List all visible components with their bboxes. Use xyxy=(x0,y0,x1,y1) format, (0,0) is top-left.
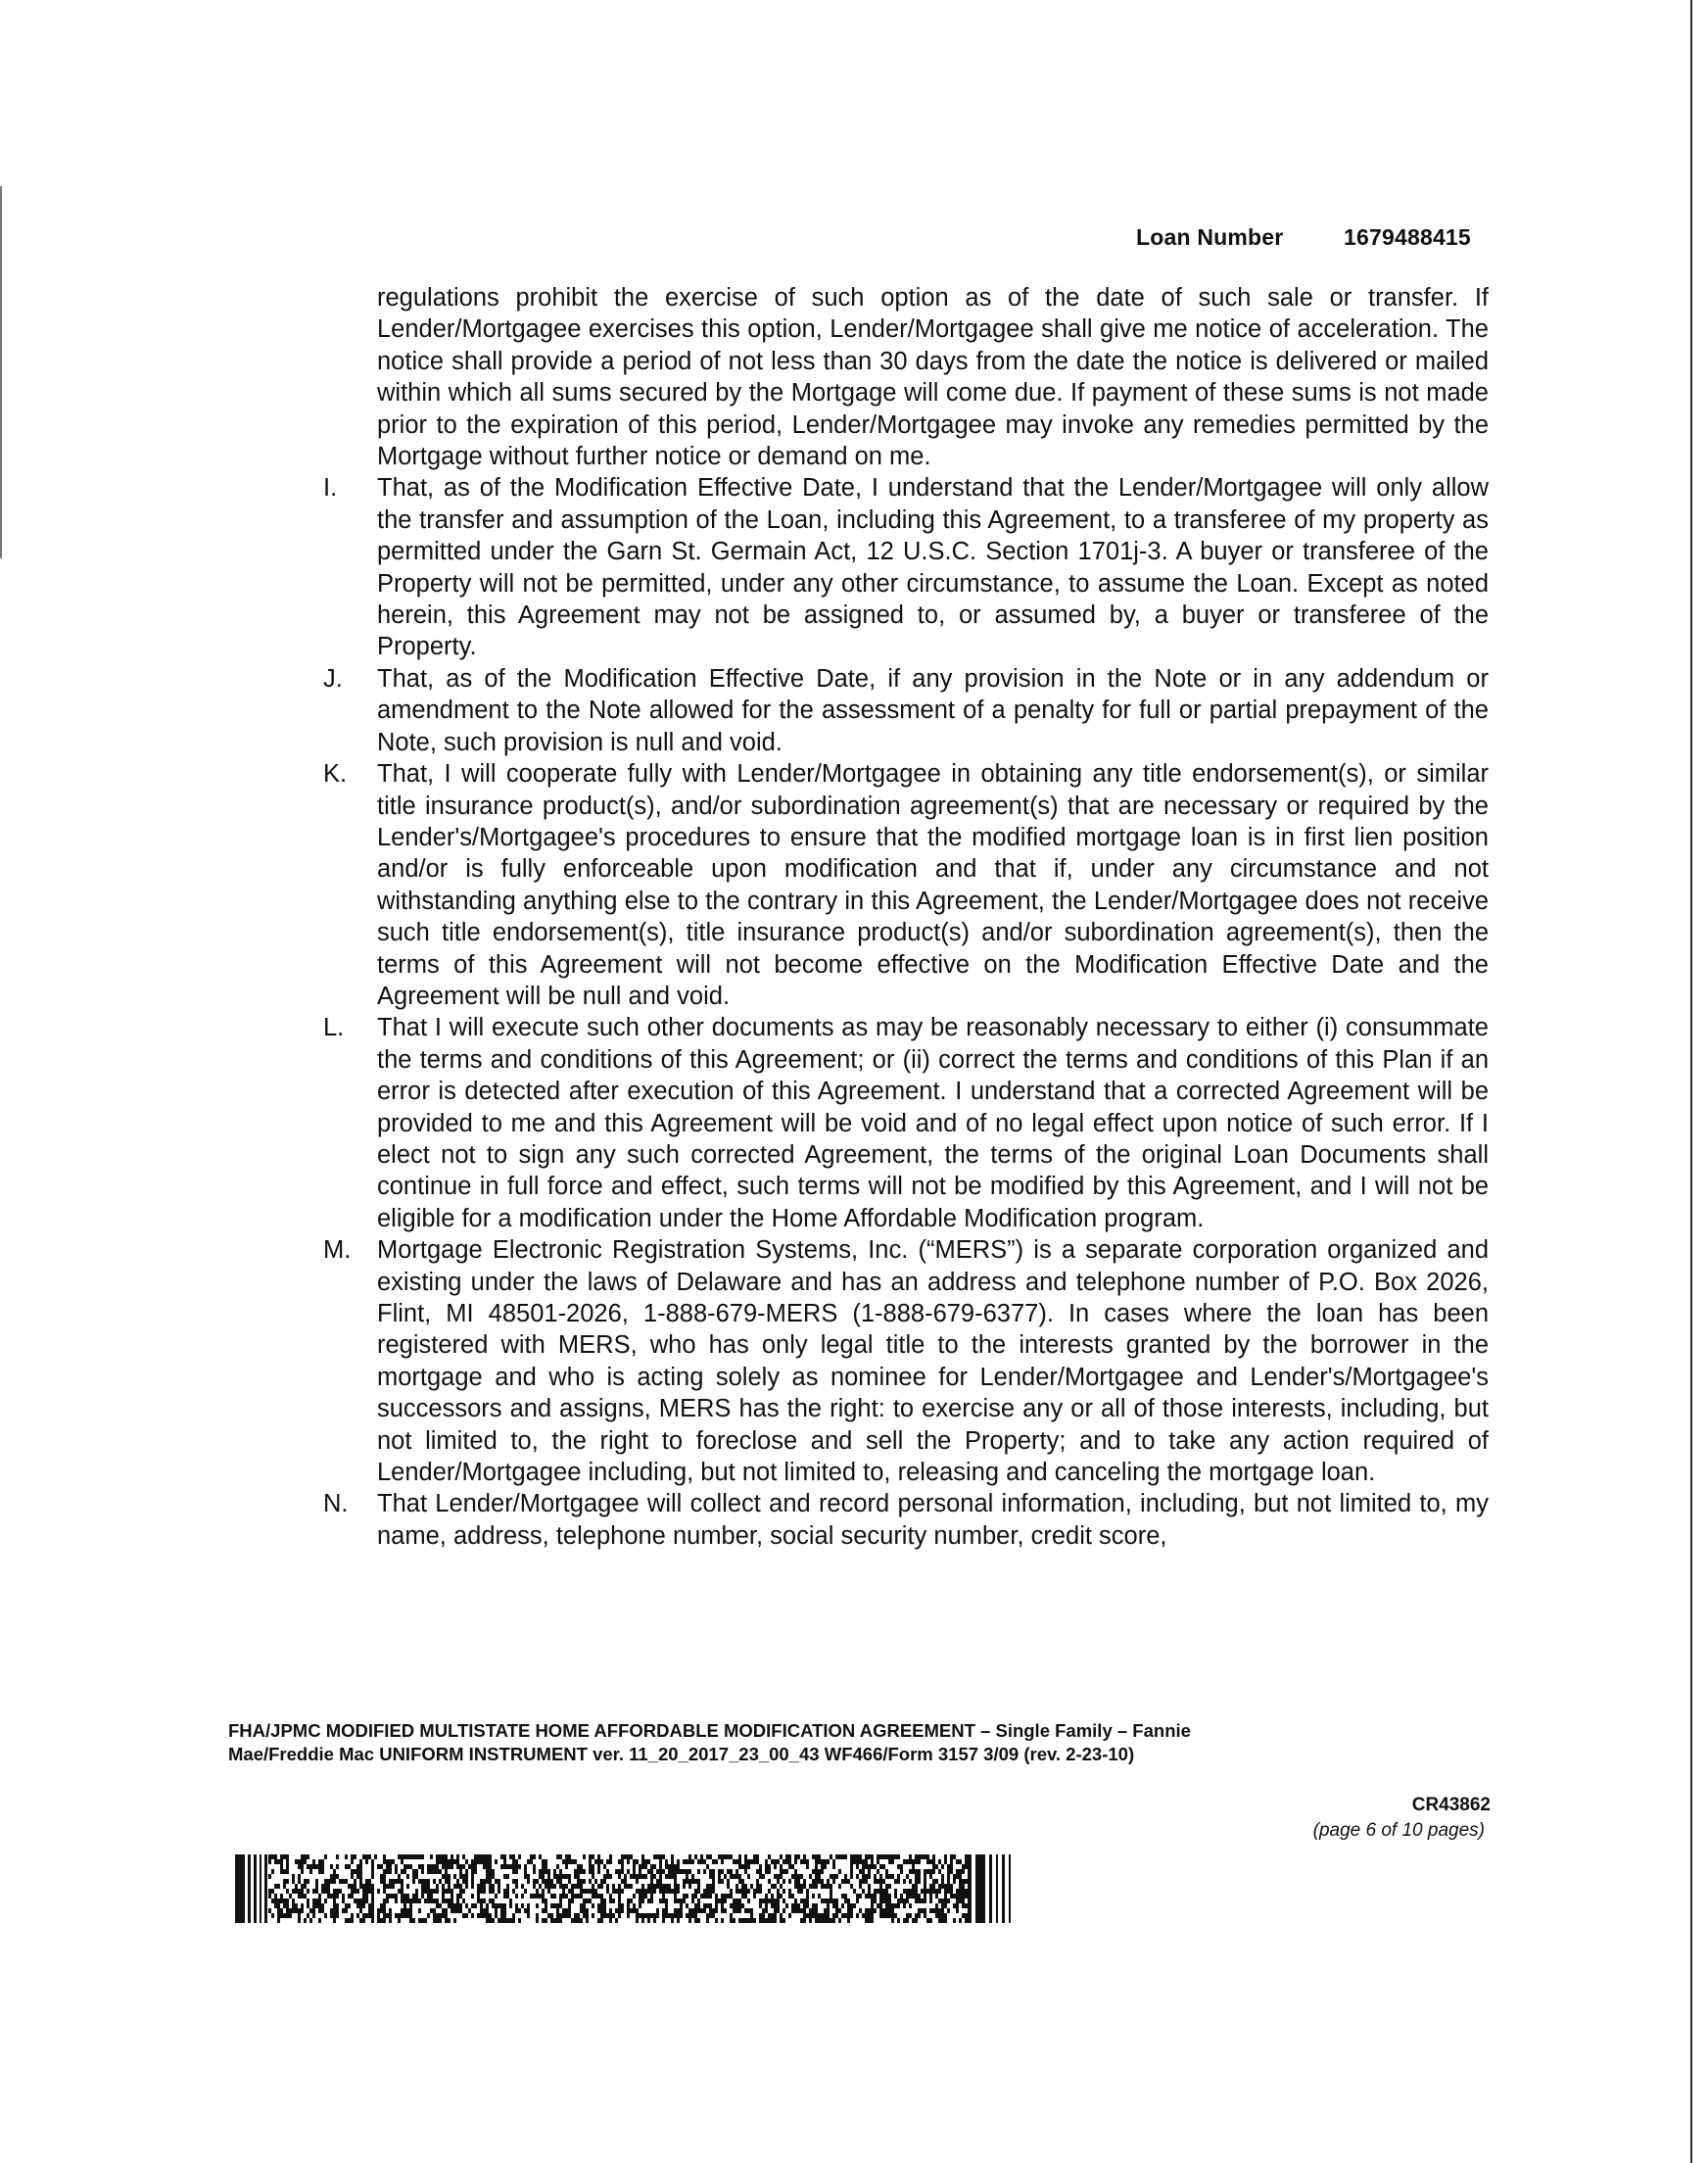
paragraph-letter: K. xyxy=(323,760,348,789)
form-title-line-2: Mae/Freddie Mac UNIFORM INSTRUMENT ver. 11_20_2017_23_00_43 WF466/Form 3157 3/09 (rev. 2-23-10) xyxy=(228,1744,1135,1764)
scan-edge-mark xyxy=(0,186,2,558)
paragraph-text: That Lender/Mortgagee will collect and record personal information, including, but not limited to, my name, address, telephone number, social security number, credit score, xyxy=(377,1490,1489,1550)
paragraph-continued xyxy=(323,282,1489,472)
paragraph-letter: L. xyxy=(323,1014,345,1042)
paragraph-text: regulations prohibit the exercise of such option as of the date of such sale or transfer. If Lender/Mortgagee exercises this option, Lender/Mortgagee shall give me notice of acceleration. The notice shall provide a period of not less than 30 days from the date the notice is delivered or mailed within which all sums secured by the Mortgage will come due. If payment of these sums is not made prior to the expiration of this period, Lender/Mortgagee may invoke any remedies permitted by the Mortgage without further notice or demand on me. xyxy=(377,284,1489,471)
loan-number-header xyxy=(1136,224,1489,251)
paragraph-n xyxy=(323,1488,1489,1552)
loan-number-label: Loan Number xyxy=(1136,224,1284,250)
paragraph-letter: M. xyxy=(323,1236,352,1265)
form-code: CR43862 xyxy=(1411,1795,1491,1815)
paragraph-text: That, as of the Modification Effective Date, if any provision in the Note or in any addendum or amendment to the Note allowed for the assessment of a penalty for full or partial prepayment of the Note, such provision is null and void. xyxy=(377,664,1489,756)
paragraph-letter: J. xyxy=(323,664,343,693)
paragraph-k xyxy=(323,758,1489,1012)
paragraph-j xyxy=(323,663,1489,758)
paragraph-letter: I. xyxy=(323,474,338,503)
paragraph-text: That I will execute such other documents as may be reasonably necessary to either (i) consummate the terms and conditions of this Agreement; or (ii) correct the terms and conditions of this Plan if an error is detected after execution of this Agreement. I understand that a corrected Agreement will be provided to me and this Agreement will be void and of no legal effect upon notice of such error. If I elect not to sign any such corrected Agreement, the terms of the original Loan Documents shall continue in full force and effect, such terms will not be modified by this Agreement, and I will not be eligible for a modification under the Home Affordable Modification program. xyxy=(377,1014,1489,1232)
paragraph-letter: N. xyxy=(323,1490,349,1518)
loan-number-value: 1679488415 xyxy=(1344,224,1471,250)
paragraph-text: Mortgage Electronic Registration Systems, Inc. (“MERS”) is a separate corporation organized and existing under the laws of Delaware and has an address and telephone number of P.O. Box 2026, Flint, MI 48501-2026, 1-888-679-MERS (1-888-679-6377). In cases where the loan has been registered with MERS, who has only legal title to the interests granted by the borrower in the mortgage and who is acting solely as nominee for Lender/Mortgagee and Lender's/Mortgagee's successors and assigns, MERS has the right: to exercise any or all of those interests, including, but not limited to, the right to foreclose and sell the Property; and to take any action required of Lender/Mortgagee including, but not limited to, releasing and canceling the mortgage loan. xyxy=(377,1236,1489,1487)
page-count: (page 6 of 10 pages) xyxy=(1312,1820,1485,1841)
pdf417-barcode xyxy=(235,1854,1017,1923)
page-edge xyxy=(1690,0,1692,2163)
paragraph-m xyxy=(323,1234,1489,1488)
paragraph-l xyxy=(323,1012,1489,1234)
paragraph-text: That, I will cooperate fully with Lender/Mortgagee in obtaining any title endorsement(s), or similar title insurance product(s), and/or subordination agreement(s) that are necessary or required by the Lender's/Mortgagee's procedures to ensure that the modified mortgage loan is in first lien position and/or is fully enforceable upon modification and that if, under any circumstance and not withstanding anything else to the contrary in this Agreement, the Lender/Mortgagee does not receive such title endorsement(s), title insurance product(s) and/or subordination agreement(s), then the terms of this Agreement will not become effective on the Modification Effective Date and the Agreement will be null and void. xyxy=(377,760,1489,1010)
agreement-body xyxy=(323,282,1489,1552)
paragraph-text: That, as of the Modification Effective Date, I understand that the Lender/Mortgagee will only allow the transfer and assumption of the Loan, including this Agreement, to a transferee of my property as permitted under the Garn St. Germain Act, 12 U.S.C. Section 1701j-3. A buyer or transferee of the Property will not be permitted, under any other circumstance, to assume the Loan. Except as noted herein, this Agreement may not be assigned to, or assumed by, a buyer or transferee of the Property. xyxy=(377,474,1489,661)
form-title-line-1: FHA/JPMC MODIFIED MULTISTATE HOME AFFORDABLE MODIFICATION AGREEMENT – Single Family – Fannie xyxy=(228,1720,1191,1741)
paragraph-i xyxy=(323,472,1489,662)
form-title-footer xyxy=(228,1719,1501,1766)
